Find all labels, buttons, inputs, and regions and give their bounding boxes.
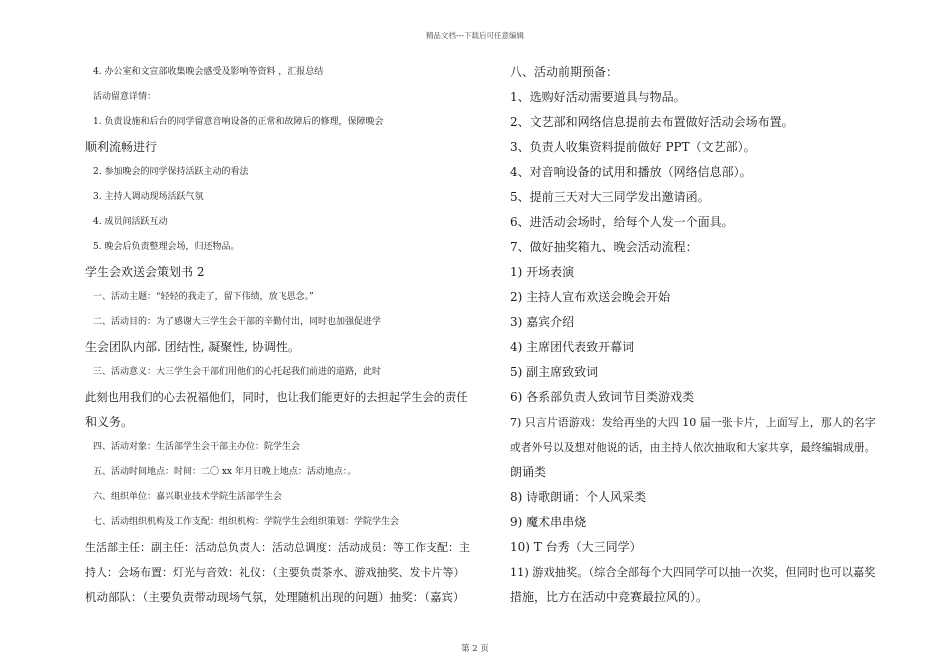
text-line: 5、提前三天对大三同学发出邀请函。 xyxy=(510,190,710,204)
page-number: 第 2 页 xyxy=(461,644,489,654)
text-line: 2. 参加晚会的同学保持活跃主动的看法 xyxy=(93,167,249,177)
text-line: 活动留意详情： xyxy=(93,92,157,102)
text-line: 10) T 台秀（大三同学） xyxy=(510,540,642,554)
left-column xyxy=(85,60,470,610)
text-line: 一、活动主题：“轻轻的我走了，留下伟绩，放飞思念。” xyxy=(93,292,314,302)
text-line: 持人：会场布置：灯光与音效：礼仪：（主要负责茶水、游戏抽奖、发卡片等） xyxy=(85,566,465,579)
text-line: 11) 游戏抽奖。（综合全部每个大四同学可以抽一次奖，但同时也可以嘉奖 xyxy=(510,566,876,579)
text-line: 1. 负责设施和后台的同学留意音响设备的正常和故障后的修理，保障晚会 xyxy=(93,117,384,127)
text-line: 或者外号以及想对他说的话，由主持人依次抽取和大家共享，最终编辑成册。 xyxy=(510,441,876,454)
text-line: 2、文艺部和网络信息提前去布置做好活动会场布置。 xyxy=(510,115,794,129)
text-line: 3) 嘉宾介绍 xyxy=(510,315,575,329)
text-line: 5) 副主席致致词 xyxy=(510,365,599,379)
text-line: 3、负责人收集资料提前做好 PPT（文艺部）。 xyxy=(510,140,756,154)
text-line: 5. 晚会后负责整理会场，归还物品。 xyxy=(93,242,240,252)
text-line: 学生会欢送会策划书 2 xyxy=(85,265,205,279)
text-line: 三、活动意义：大三学生会干部们用他们的心托起我们前进的道路，此时 xyxy=(93,367,382,377)
text-line: 7、做好抽奖箱九、晚会活动流程： xyxy=(510,240,698,254)
text-line: 2) 主持人宣布欢送会晚会开始 xyxy=(510,290,671,304)
text-line: 机动部队：（主要负责带动现场气氛，处理随机出现的问题）抽奖：（嘉宾） xyxy=(85,590,465,604)
text-line: 七、活动组织机构及工作支配：组织机构：学院学生会组织策划：学院学生会 xyxy=(93,517,400,527)
text-line: 8) 诗歌朗诵：个人风采类 xyxy=(510,490,647,504)
text-line: 六、组织单位：嘉兴职业技术学院生活部学生会 xyxy=(93,492,283,502)
text-line: 五、活动时间地点：时间：二〇 xx 年月日晚上地点：活动地点：。 xyxy=(93,467,357,477)
text-line: 朗诵类 xyxy=(510,465,547,479)
right-column xyxy=(510,60,880,610)
text-line: 4) 主席团代表致开幕词 xyxy=(510,340,635,354)
text-line: 八、活动前期预备： xyxy=(510,65,619,79)
text-line: 1) 开场表演 xyxy=(510,265,575,279)
text-line: 4、对音响设备的试用和播放（网络信息部）。 xyxy=(510,165,752,179)
page-header: 精品文档---下载后可任意编辑 xyxy=(425,31,525,40)
text-line: 3. 主持人调动现场活跃气氛 xyxy=(93,192,204,202)
text-line: 1、选购好活动需要道具与物品。 xyxy=(510,90,686,104)
text-line: 措施，比方在活动中竞赛最拉风的）。 xyxy=(510,590,709,604)
text-line: 7) 只言片语游戏：发给再坐的大四 10 届一张卡片，上面写上，那人的名字 xyxy=(510,416,876,429)
text-line: 生会团队内部. 团结性, 凝聚性, 协调性。 xyxy=(85,340,300,354)
text-line: 此刻也用我们的心去祝福他们，同时，也让我们能更好的去担起学生会的责任 xyxy=(85,391,468,404)
text-line: 6、进活动会场时，给每个人发一个面具。 xyxy=(510,215,734,229)
text-line: 9) 魔术串串烧 xyxy=(510,515,587,529)
text-line: 6) 各系部负责人致词节目类游戏类 xyxy=(510,390,695,404)
text-line: 二、活动目的：为了感谢大三学生会干部的辛勤付出，同时也加强促进学 xyxy=(93,317,382,327)
text-line: 顺利流畅进行 xyxy=(85,140,158,154)
text-line: 4. 办公室和文宣部收集晚会感受及影响等资料 ，汇报总结 xyxy=(93,67,324,77)
text-line: 4. 成员间活跃互动 xyxy=(93,217,168,227)
text-line: 生活部主任：副主任：活动总负责人：活动总调度：活动成员：等工作支配：主 xyxy=(85,541,470,554)
text-line: 四、活动对象：生活部学生会干部主办位：院学生会 xyxy=(93,442,301,452)
text-line: 和义务。 xyxy=(85,415,134,429)
